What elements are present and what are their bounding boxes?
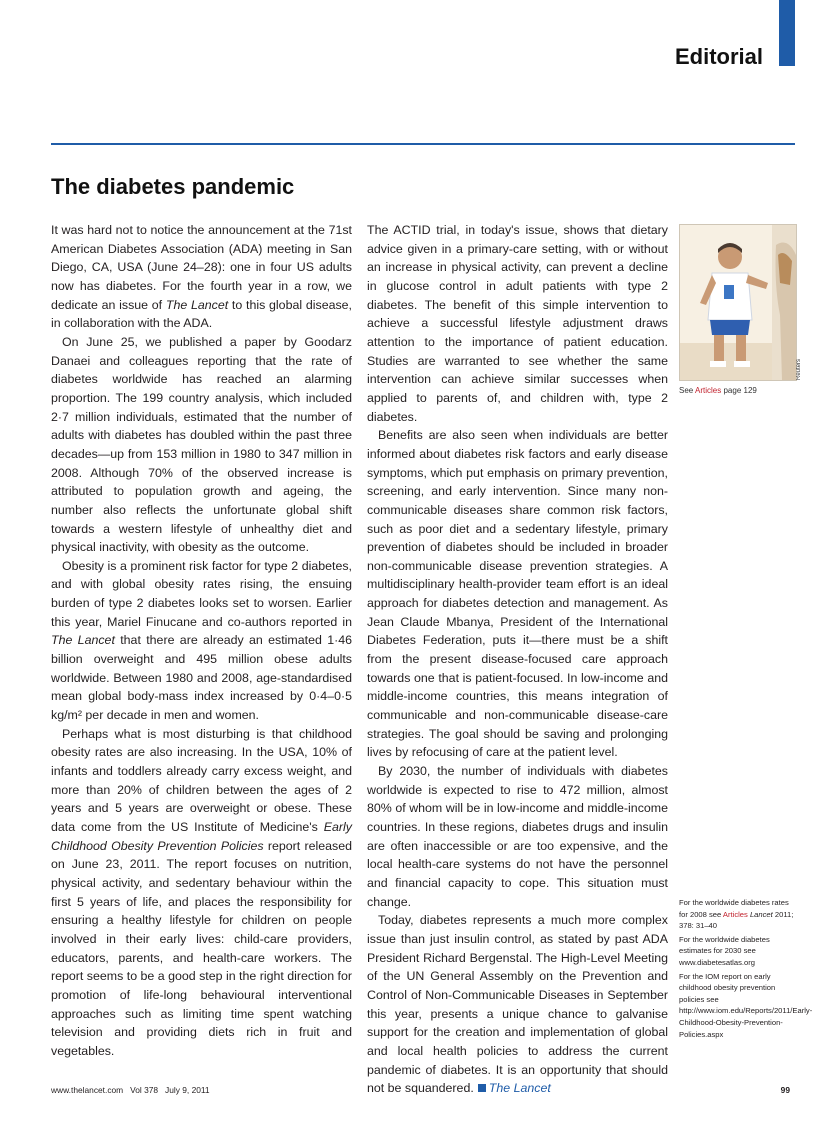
sidebar-note: For the worldwide diabetes estimates for 2030 see www.diabetesatlas.org (679, 934, 770, 967)
paragraph: Perhaps what is most disturbing is that childhood obesity rates are also increasing. In the USA, 10% of infants and toddlers already carry excess weight, and more than 20% of children between the ages of 2 years and 5 years are overweight or obese. These data come from the US Institute of Medicine's Early Childhood Obesity Prevention Policies report released on June 23, 2011. The report focuses on nutrition, physical activity, and sedentary behaviour within the first 5 years of life, and places the responsibility for ensuring a healthy lifestyle for children on people involved in their early lives: child-care providers, educators, parents, and health-care workers. The report seems to be a good step in the right direction for promotion of life-long behavioural interventional approaches such as limiting time spent watching television and providing diets rich in fruit and vegetables. (51, 726, 352, 1058)
paragraph: The ACTID trial, in today's issue, shows that dietary advice given in a primary-care setting, with or without an increase in physical activity, can prevent a decline in glucose control in adult patients with type 2 diabetes. The benefit of this simple intervention to achieve a successful lifestyle adjustment draws attention to the importance of patient education. Studies are warranted to see whether the same intervention can achieve similar successes when applied to parents of, and children with, type 2 diabetes. (367, 223, 668, 424)
section-label: Editorial (674, 44, 763, 69)
article-photo (679, 224, 797, 381)
articles-link[interactable]: Articles (695, 386, 722, 395)
sidebar-notes (679, 897, 813, 1042)
page-number: 99 (780, 1085, 790, 1095)
paragraph: It was hard not to notice the announcement at the 71st American Diabetes Association (ADA) meeting in San Diego, CA, USA (June 24–28): one in four US adults now has diabetes. For the fourth year in a row, we dedicate an issue of The Lancet to this global disease, in collaboration with the ADA. (51, 223, 353, 331)
article-column-left (51, 221, 352, 1061)
article-title: The diabetes pandemic (51, 174, 295, 199)
sidebar-note: For the IOM report on early childhood obesity prevention policies see http://www.iom.edu/Reports/2011/Early-Childhood-Obesity-Prevention-Policies.aspx (679, 971, 813, 1039)
paragraph: Benefits are also seen when individuals are better informed about diabetes risk factors and early disease symptoms, which put emphasis on primary prevention, screening, and early intervention. Since many non-communicable diseases share common risk factors, such as poor diet and a sedentary lifestyle, primary prevention of diabetes should be included in broader non-communicable disease prevention strategies. A multidisciplinary health-provider team effort is an ideal approach for diabetes detection and management. As Jean Claude Mbanya, President of the International Diabetes Federation, puts it—there must be a shift from the present disease-focused care approach towards one that is patient-focused. In low-income and middle-income countries, this means integration of communicable and non-communicable disease-care strategies. The goal should be saving and prolonging lives by refocusing of care at the patient level. (367, 428, 668, 760)
paragraph: By 2030, the number of individuals with diabetes worldwide is expected to rise to 472 million, almost 80% of whom will be in low-income and middle-income countries. In these regions, diabetes drugs and insulin are often inaccessible or are too expensive, and the local health-care systems do not have the personnel and financial capacity to cope. This situation must change. (367, 764, 668, 909)
signature: The Lancet (488, 1081, 551, 1096)
sidebar-note: For the worldwide diabetes rates for 2008 see Articles Lancet 2011; 378: 31–40 (679, 898, 794, 931)
footer-journal-info: www.thelancet.com Vol 378 July 9, 2011 (51, 1085, 210, 1095)
articles-link[interactable]: Articles (722, 909, 748, 919)
photo-credit: Reuters (796, 358, 802, 380)
article-column-middle (367, 221, 668, 1098)
photo-illustration (680, 225, 796, 380)
see-articles-reference: See Articles page 129 (679, 386, 757, 395)
header-rule (51, 143, 795, 145)
end-mark-icon (478, 1084, 486, 1092)
paragraph: Obesity is a prominent risk factor for type 2 diabetes, and with global obesity rates rising, the ensuing burden of type 2 diabetes looks set to worsen. Earlier this year, Mariel Finucane and co-authors reported in The Lancet that there are already an estimated 1·46 billion overweight and 495 million obese adults worldwide. Between 1980 and 2008, age-standardised mean global body-mass index increased by 0·4–0·5 kg/m² per decade in men and women. (51, 558, 352, 723)
section-color-tab (779, 0, 795, 66)
paragraph: Today, diabetes represents a much more complex issue than just insulin control, as stated by past ADA President Richard Bergenstal. The High-Level Meeting of the UN General Assembly on the Prevention and Control of Non-Communicable Diseases in September this year, presents a unique chance to galvanise support for the creation and implementation of global and local health policies to address the current pandemic of diabetes. It is an opportunity that should not be squandered. The Lancet (367, 913, 668, 1096)
paragraph: On June 25, we published a paper by Goodarz Danaei and colleagues reporting that the rate of diabetes worldwide has reached an alarming proportion. The 199 country analysis, which included 2·7 million individuals, estimated that the number of adults with diabetes has doubled within the past three decades—up from 153 million in 1980 to 347 million in 2008. Although 70% of the observed increase is attributed to population growth and ageing, the number also reflects the unfortunate global shift towards a western lifestyle of unhealthy diet and physical inactivity, with obesity as the outcome. (51, 334, 352, 555)
